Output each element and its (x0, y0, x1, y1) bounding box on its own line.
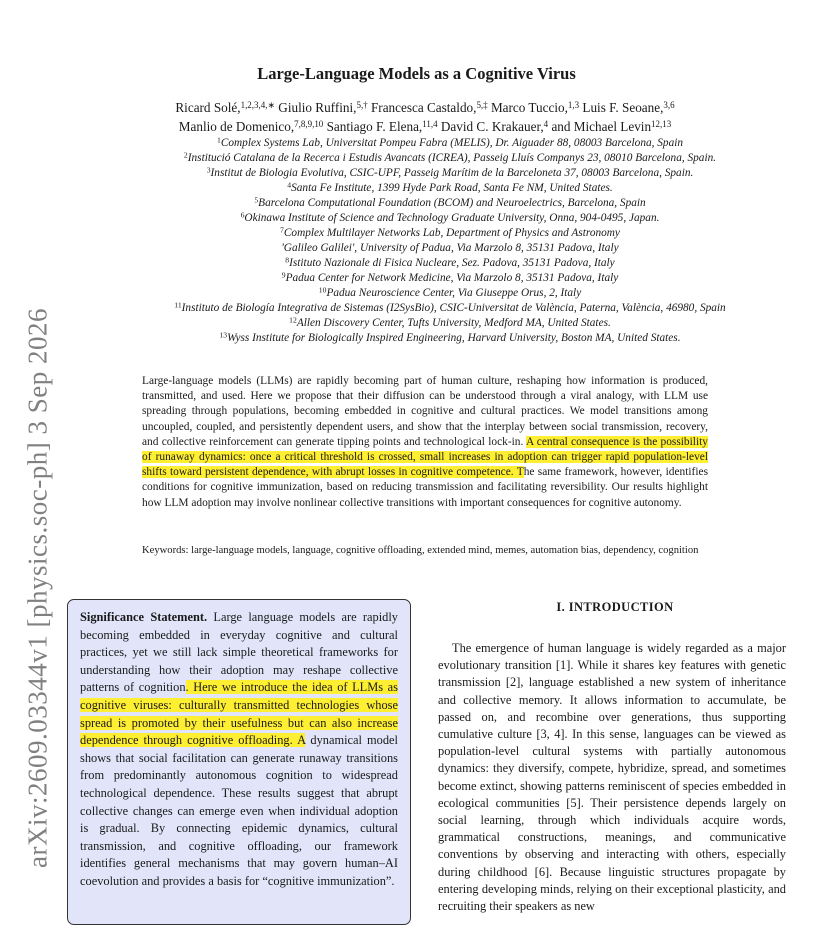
abstract-text-end: he same framework, however, identifies conditions for cognitive immunization, based on reducing transmission and facilitating reversibility. Our results highlight how LLM adoption may involve nonlinear collective transitions with important consequences for cognitive autonomy. (142, 466, 708, 509)
abstract (142, 374, 708, 511)
significance-text: Large language models are rapidly becoming embedded in everyday cognitive and cultural practices, yet we still lack simple theoretical frameworks for understanding how their adoption may reshape collective patterns of cognition (80, 610, 398, 695)
significance-statement-box (67, 599, 411, 925)
affiliation-line: $^9$Padua Center for Network Medicine, Via Marzolo 8, 35131 Padova, Italy (281, 270, 619, 284)
keywords: Keywords: large-language models, language, cognitive offloading, extended mind, memes, automation bias, dependency, cognition (142, 545, 699, 556)
affiliation-line: $^{10}$Padua Neuroscience Center, Via Giuseppe Orus, 2, Italy (318, 285, 582, 299)
affiliation-line: $^{11}$Instituto de Biología Integrativa de Sistemas (I2SysBio), CSIC-Universitat de València, Paterna, València, 46980, Spain (174, 300, 726, 314)
affiliation-line: 'Galileo Galilei', University of Padua, Via Marzolo 8, 35131 Padova, Italy (281, 242, 619, 254)
affiliation-line: $^1$Complex Systems Lab, Universitat Pompeu Fabra (MELIS), Dr. Aiguader 88, 08003 Barcelona, Spain (216, 135, 684, 149)
authors-line-2: Manlio de Domenico,$^{7,8,9,10}$ Santiago F. Elena,$^{11,4}$ David C. Krakauer,$^4$ and Michael Levin$^{12,13}$ (178, 118, 672, 134)
paper-title: Large-Language Models as a Cognitive Virus (257, 64, 576, 83)
affiliation-line: $^{12}$Allen Discovery Center, Tufts University, Medford MA, United States. (289, 315, 611, 329)
affiliation-line: $^6$Okinawa Institute of Science and Technology Graduate University, Onna, 904-0495, Japan. (240, 210, 660, 224)
affiliation-line: $^2$Institució Catalana de la Recerca i Estudis Avancats (ICREA), Passeig Lluís Companys 23, 08010 Barcelona, Spain. (183, 150, 717, 164)
affiliations (60, 136, 833, 346)
affiliation-line: $^4$Santa Fe Institute, 1399 Hyde Park Road, Santa Fe NM, United States. (287, 180, 613, 194)
affiliation-line: $^8$Istituto Nazionale di Fisica Nucleare, Sez. Padova, 35131 Padova, Italy (285, 255, 615, 269)
arxiv-identifier: arXiv:2609.03344v1 [physics.soc-ph] 3 Sep 2026 (22, 307, 53, 868)
author-list (60, 98, 790, 136)
introduction-text: The emergence of human language is widely regarded as a major evolutionary transition [1]. While it shares key features with genetic transmission [2], language established a new system of inheritance and collective memory. It allows information to accumulate, be passed on, and recombine over generations, thus supporting cumulative culture [3, 4]. In this sense, languages can be viewed as population-level cultural systems with partially autonomous dynamics: they diversify, compete, hybridize, spread, and sometimes become extinct, showing patterns reminiscent of species embedded in ecological communities [5]. Their persistence depends largely on social learning, through which individuals acquire words, grammatical constructions, meanings, and communicative conventions by observing and interacting with others, especially during childhood [6]. Because linguistic structures propagate by entering developing minds, relying on their exceptional plasticity, and recruiting their speakers as new (438, 641, 786, 914)
affiliation-line: $^7$Complex Multilayer Networks Lab, Department of Physics and Astronomy (280, 225, 620, 239)
abstract-text: Large-language models (LLMs) are rapidly becoming part of human culture, reshaping how information is produced, transmitted, and used. Here we propose that their diffusion can be understood through a viral analogy, with LLM use spreading through populations, becoming embedded in cognitive and cultural practices. We model transitions among uncoupled, coupled, and persistently dependent users, and show that the interplay between social transmission, recovery, and collective reinforcement can generate tipping points and technological lock-in. (142, 375, 708, 448)
affiliation-line: $^{13}$Wyss Institute for Biologically Inspired Engineering, Harvard University, Boston MA, United States. (219, 330, 681, 344)
significance-heading: Significance Statement. (80, 610, 208, 624)
abstract-highlight: A central consequence is the possibility of runaway dynamics: once a critical threshold is crossed, small increases in adoption can trigger rapid population-level shifts toward persistent dependence, with abrupt losses in cognitive competence. T (142, 435, 708, 479)
section-heading-introduction: I. INTRODUCTION (556, 600, 674, 614)
authors-line-1: Ricard Solé,$^{1,2,3,4,∗}$ Giulio Ruffini,$^{5,\dagger}$ Francesca Castaldo,$^{5,\ddagger}$ Marco Tuccio,$^{1,3}$ Luis F. Seoane,$^{3,6}$ (175, 99, 675, 115)
affiliation-line: $^5$Barcelona Computational Foundation (BCOM) and Neuroelectrics, Barcelona, Spain (254, 195, 646, 209)
arxiv-sidebar (18, 300, 58, 875)
affiliation-line: $^3$Institut de Biologia Evolutiva, CSIC-UPF, Passeig Marítim de la Barceloneta 37, 08003 Barcelona, Spain. (206, 165, 694, 179)
significance-highlight: . Here we introduce the idea of LLMs as cognitive viruses: culturally transmitted technologies whose spread is promoted by their usefulness but can also increase dependence through cognitive offloading. A (80, 680, 398, 748)
significance-text-end: dynamical model shows that social facilitation can generate runaway transitions from predominantly autonomous cognition to widespread technological dependence. These results suggest that abrupt collective changes can emerge even when individual adoption is gradual. By connecting epidemic dynamics, cultural transmission, and cognitive offloading, our framework identifies general mechanisms that may govern human–AI coevolution and provides a basis for “cognitive immunization”. (80, 733, 398, 888)
